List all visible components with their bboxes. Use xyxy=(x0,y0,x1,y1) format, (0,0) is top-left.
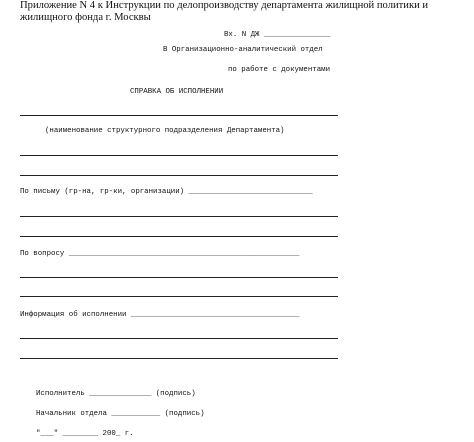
letter-label: По письму (гр-на, гр-ки, организации) ____________________________ xyxy=(20,188,313,196)
blank-line xyxy=(20,216,338,217)
blank-line xyxy=(20,236,338,237)
addressee-line-2: по работе с документами xyxy=(228,66,331,74)
question-label: По вопросу ____________________________________________________ xyxy=(20,250,300,258)
form-title: СПРАВКА ОБ ИСПОЛНЕНИИ xyxy=(130,88,224,96)
execution-label: Информация об исполнении ______________________________________ xyxy=(20,311,300,319)
blank-line xyxy=(20,277,338,278)
department-line xyxy=(20,115,338,116)
executor-signature: Исполнитель ______________ (подпись) xyxy=(36,390,196,398)
blank-line xyxy=(20,175,338,176)
date-line: "___" ________ 200_ г. xyxy=(36,430,134,438)
blank-line xyxy=(20,338,338,339)
blank-line xyxy=(20,358,338,359)
blank-line xyxy=(20,155,338,156)
blank-line xyxy=(20,296,338,297)
head-signature: Начальник отдела ___________ (подпись) xyxy=(36,410,205,418)
addressee-line-1: В Организационно-аналитический отдел xyxy=(163,46,323,54)
document-header: Приложение N 4 к Инструкции по делопроизводству департамента жилищной политики и жилищного фонда г. Москвы xyxy=(20,0,429,23)
department-hint: (наименование структурного подразделения Департамента) xyxy=(45,127,285,135)
incoming-number: Вх. N ДЖ _______________ xyxy=(224,31,331,39)
